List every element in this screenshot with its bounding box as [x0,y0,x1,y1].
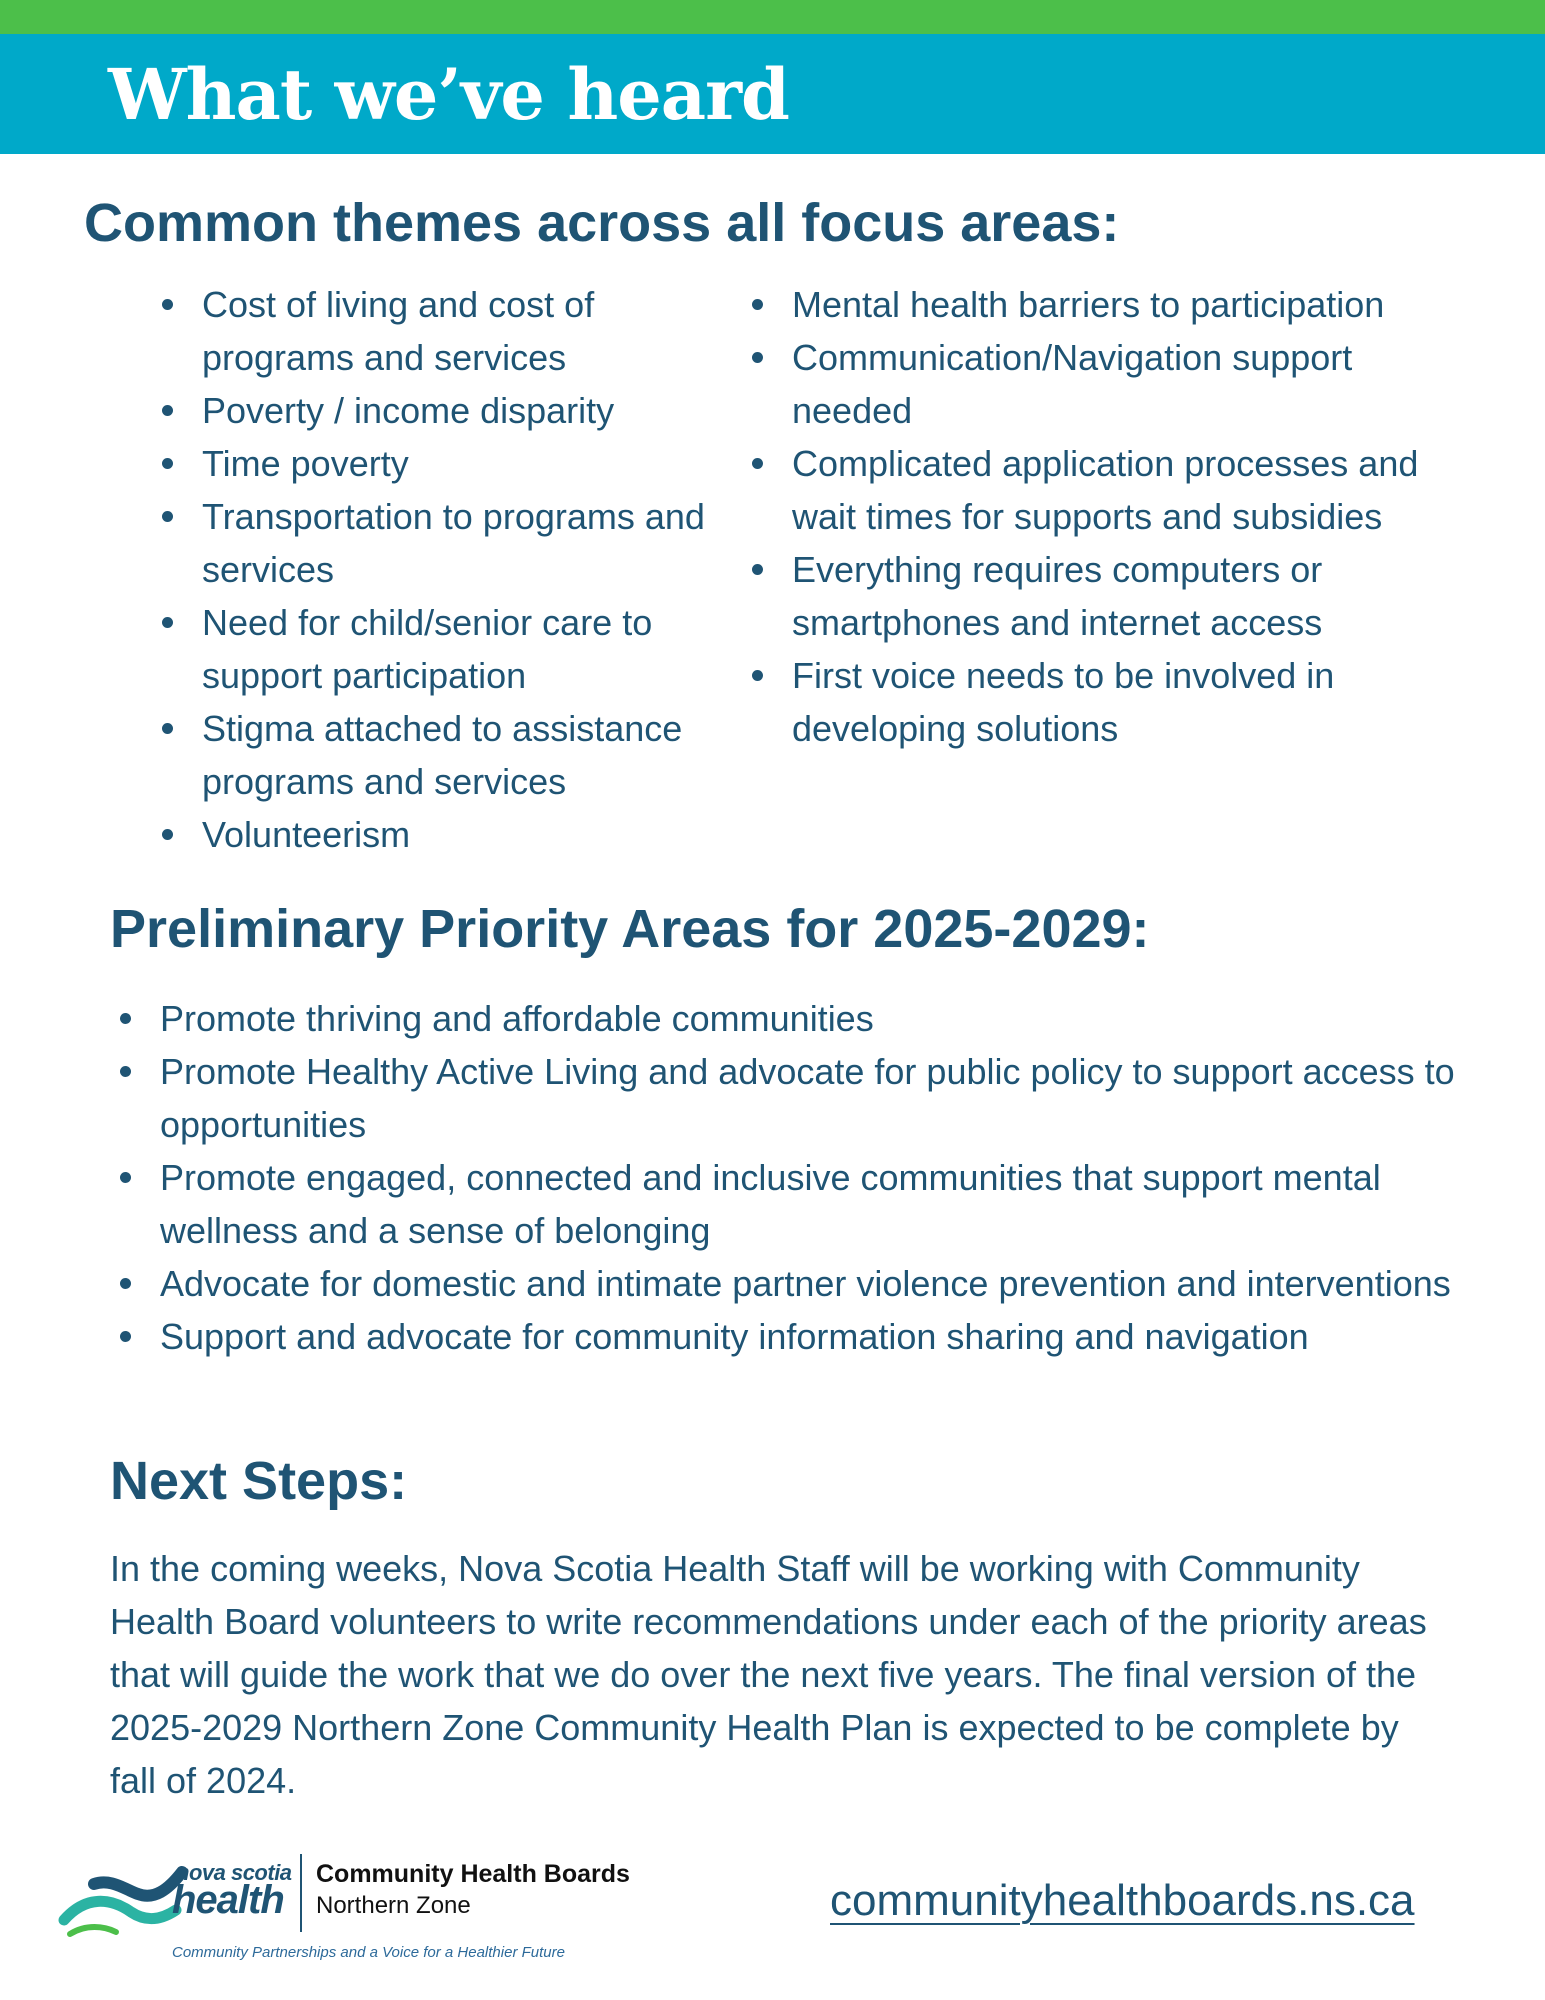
priorities-heading: Preliminary Priority Areas for 2025-2029: [110,899,1150,959]
list-item: Support and advocate for community information sharing and navigation [120,1310,1460,1363]
list-item: Complicated application processes and wait times for supports and subsidies [752,437,1452,543]
list-item: Promote Healthy Active Living and advocate for public policy to support access to opportunities [120,1045,1460,1151]
priorities-list [120,992,1460,1363]
list-item: Communication/Navigation support needed [752,331,1452,437]
list-item: Promote engaged, connected and inclusive communities that support mental wellness and a sense of belonging [120,1151,1460,1257]
website-link[interactable]: communityhealthboards.ns.ca [830,1876,1415,1925]
list-item: Poverty / income disparity [162,384,742,437]
logo-divider [300,1854,302,1932]
list-item: Transportation to programs and services [162,490,742,596]
page-title: What we’ve heard [108,53,789,136]
logo-wordmark: health [172,1878,284,1922]
list-item: Advocate for domestic and intimate partner violence prevention and interventions [120,1257,1460,1310]
list-item: First voice needs to be involved in developing solutions [752,649,1452,755]
list-item: Everything requires computers or smartphones and internet access [752,543,1452,649]
list-item: Volunteerism [162,808,742,861]
next-steps-paragraph: In the coming weeks, Nova Scotia Health Staff will be working with Community Health Board volunteers to write recommendations under each of the priority areas that will guide the work that we do over the next five years. The final version of the 2025-2029 Northern Zone Community Health Plan is expected to be complete by fall of 2024. [110,1548,1427,1801]
list-item: Promote thriving and affordable communities [120,992,1460,1045]
themes-list-right [752,278,1452,755]
themes-list-left [162,278,742,861]
next-steps-heading: Next Steps: [110,1451,408,1511]
list-item: Cost of living and cost of programs and services [162,278,742,384]
footer [0,1840,1545,2000]
logo-wordmark-small: nova scotia [176,1860,292,1885]
list-item: Stigma attached to assistance programs and services [162,702,742,808]
boards-zone: Northern Zone [316,1892,471,1919]
list-item: Mental health barriers to participation [752,278,1452,331]
themes-heading: Common themes across all focus areas: [84,193,1120,253]
boards-title: Community Health Boards [316,1860,630,1888]
top-accent-stripe [0,0,1545,34]
list-item: Need for child/senior care to support participation [162,596,742,702]
list-item: Time poverty [162,437,742,490]
tagline: Community Partnerships and a Voice for a Healthier Future [172,1944,565,1961]
